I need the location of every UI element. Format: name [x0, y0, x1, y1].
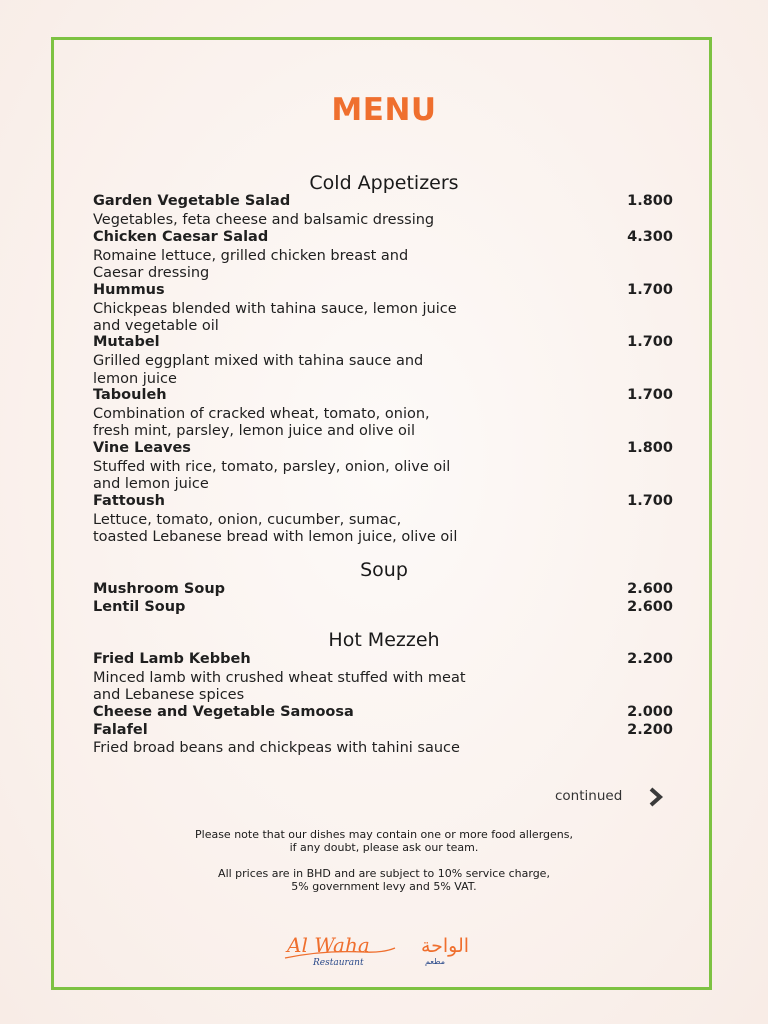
menu-item	[93, 229, 673, 247]
logo-latin-text: Al Waha	[287, 933, 370, 957]
al-waha-logo	[283, 928, 488, 968]
item-price: 1.700	[627, 387, 673, 403]
item-name: Vine Leaves	[93, 440, 191, 456]
item-description: Caesar dressing	[93, 265, 210, 281]
item-name: Chicken Caesar Salad	[93, 229, 269, 245]
menu-item	[93, 440, 673, 458]
item-price: 1.700	[627, 493, 673, 509]
item-description: Minced lamb with crushed wheat stuffed with meat	[93, 670, 466, 686]
item-description: Stuffed with rice, tomato, parsley, onion, olive oil	[93, 459, 451, 475]
item-price: 4.300	[627, 229, 673, 245]
item-description: Vegetables, feta cheese and balsamic dressing	[93, 212, 435, 228]
item-description: lemon juice	[93, 371, 177, 387]
allergen-note-line: Please note that our dishes may contain one or more food allergens,	[195, 828, 573, 841]
item-price: 2.200	[627, 722, 673, 738]
item-name: Fattoush	[93, 493, 165, 509]
item-price: 2.000	[627, 704, 673, 720]
item-price: 2.600	[627, 581, 673, 597]
item-name: Hummus	[93, 282, 165, 298]
allergen-note-line: if any doubt, please ask our team.	[289, 841, 479, 854]
continued-link[interactable]: continued	[555, 788, 623, 804]
item-description: fresh mint, parsley, lemon juice and olive oil	[93, 423, 415, 439]
item-price: 2.600	[627, 599, 673, 615]
menu-item	[93, 704, 673, 722]
item-description: Combination of cracked wheat, tomato, onion,	[93, 406, 430, 422]
menu-item	[93, 599, 673, 617]
menu-item	[93, 722, 673, 740]
price-note-line: 5% government levy and 5% VAT.	[291, 880, 477, 893]
item-name: Lentil Soup	[93, 599, 186, 615]
item-description: Fried broad beans and chickpeas with tahini sauce	[93, 740, 460, 756]
logo-arabic-text: الواحة	[420, 935, 470, 957]
item-description: and vegetable oil	[93, 318, 219, 334]
item-description: Grilled eggplant mixed with tahina sauce and	[93, 353, 424, 369]
price-note-line: All prices are in BHD and are subject to 10% service charge,	[218, 867, 550, 880]
chevron-right-icon[interactable]	[647, 787, 665, 807]
item-name: Cheese and Vegetable Samoosa	[93, 704, 354, 720]
item-name: Fried Lamb Kebbeh	[93, 651, 251, 667]
menu-item	[93, 651, 673, 669]
menu-item	[93, 282, 673, 300]
menu-item	[93, 493, 673, 511]
item-description: and lemon juice	[93, 476, 209, 492]
item-name: Mutabel	[93, 334, 160, 350]
logo-arabic-sub-text: مطعم	[424, 957, 446, 966]
menu-item	[93, 387, 673, 405]
item-price: 2.200	[627, 651, 673, 667]
item-description: and Lebanese spices	[93, 687, 245, 703]
menu-title: MENU	[331, 92, 437, 128]
item-price: 1.700	[627, 282, 673, 298]
item-price: 1.700	[627, 334, 673, 350]
item-name: Mushroom Soup	[93, 581, 226, 597]
item-description: toasted Lebanese bread with lemon juice, olive oil	[93, 529, 458, 545]
item-price: 1.800	[627, 440, 673, 456]
menu-item	[93, 193, 673, 211]
item-description: Lettuce, tomato, onion, cucumber, sumac,	[93, 512, 402, 528]
section-heading: Soup	[360, 559, 408, 581]
item-price: 1.800	[627, 193, 673, 209]
item-name: Garden Vegetable Salad	[93, 193, 291, 209]
item-name: Tabouleh	[93, 387, 167, 403]
section-heading: Hot Mezzeh	[328, 629, 440, 651]
menu-item	[93, 334, 673, 352]
logo-sub-text: Restaurant	[313, 958, 364, 968]
item-name: Falafel	[93, 722, 148, 738]
item-description: Chickpeas blended with tahina sauce, lemon juice	[93, 301, 457, 317]
item-description: Romaine lettuce, grilled chicken breast and	[93, 248, 409, 264]
section-heading: Cold Appetizers	[309, 172, 459, 194]
menu-item	[93, 581, 673, 599]
